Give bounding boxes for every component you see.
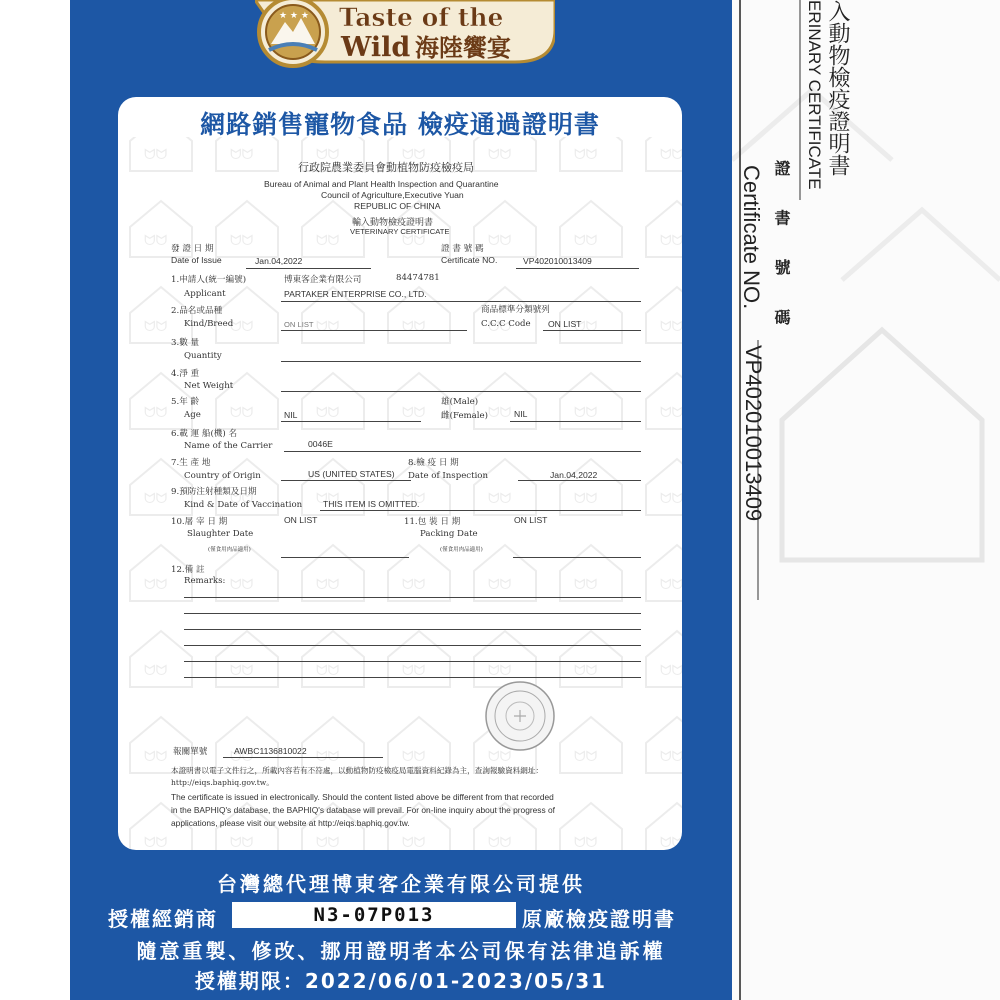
slaughter-label-en: Slaughter Date bbox=[187, 529, 254, 539]
notice-zh: 本證明書以電子文件行之，所載內容若有不符處，以動植物防疫檢疫局電腦資料紀錄為主，查詢報驗資料網址：http://eiqs.baphiq.gov.tw。 bbox=[171, 766, 544, 787]
certificate-title-en: VETERINARY CERTIFICATE bbox=[350, 227, 450, 236]
country-name: REPUBLIC OF CHINA bbox=[354, 201, 441, 211]
cert-no-value: VP402010013409 bbox=[523, 256, 592, 266]
product-label-zh: 2.品名或品種 bbox=[171, 306, 223, 316]
vaccination-label-zh: 9.預防注射種類及日期 bbox=[171, 487, 257, 497]
dealer-code: N3-07P013 bbox=[313, 904, 435, 926]
footer-copyright-warning: 隨意重製、修改、挪用證明者本公司保有法律追訴權 bbox=[136, 939, 666, 963]
product-label-en: Kind/Breed bbox=[184, 319, 234, 329]
issue-date-label-en: Date of Issue bbox=[171, 255, 222, 265]
certificate-card bbox=[118, 97, 682, 850]
inspection-label-zh: 8.檢 疫 日 期 bbox=[408, 458, 459, 468]
weight-label-zh: 4.淨 重 bbox=[171, 369, 200, 379]
certificate-title-zh: 輸入動物檢疫證明書 bbox=[352, 218, 434, 228]
logo-text-line1: Taste of the bbox=[339, 3, 504, 32]
age-label-zh: 5.年 齡 bbox=[171, 397, 200, 407]
applicant-name-zh: 博東客企業有限公司 bbox=[284, 275, 362, 285]
svg-text:★ ★ ★: ★ ★ ★ bbox=[279, 11, 309, 21]
remarks-label-en: Remarks: bbox=[184, 576, 226, 586]
cert-no-label-en: Certificate NO. bbox=[441, 255, 498, 265]
card-title: 網路銷售寵物食品 檢疫通過證明書 bbox=[200, 110, 600, 139]
notice-en-line1: The certificate is issued in electronically. Should the content listed above be different from that recorded bbox=[171, 792, 554, 802]
ccc-label-zh: 商品標準分類號列 bbox=[481, 305, 550, 315]
agency-name-en: Bureau of Animal and Plant Health Inspection and Quarantine bbox=[264, 179, 499, 189]
applicant-label-en: Applicant bbox=[184, 289, 226, 299]
zoom-en-fragment: ERINARY CERTIFICATE bbox=[805, 0, 824, 190]
zoom-watermark bbox=[732, 0, 1000, 1000]
packing-value: ON LIST bbox=[514, 515, 548, 525]
origin-value: US (UNITED STATES) bbox=[308, 469, 395, 479]
footer-distributor-line: 台灣總代理博東客企業有限公司提供 bbox=[217, 872, 585, 896]
quantity-label-zh: 3.數 量 bbox=[171, 338, 200, 348]
council-name: Council of Agriculture,Executive Yuan bbox=[321, 190, 464, 200]
inspection-value: Jan.04,2022 bbox=[550, 470, 598, 480]
packing-note: (僅食用肉品適用) bbox=[440, 547, 483, 553]
product-value: ON LIST bbox=[284, 320, 314, 329]
carrier-label-en: Name of the Carrier bbox=[184, 441, 273, 451]
zoom-cert-label-en: Certificate NO. bbox=[739, 165, 764, 310]
slaughter-note: (僅食用肉品適用) bbox=[208, 547, 251, 553]
origin-label-en: Country of Origin bbox=[184, 471, 261, 481]
waybill-value: AWBC1136810022 bbox=[234, 746, 307, 756]
waybill-label: 報關單號 bbox=[173, 747, 208, 757]
zoom-title-fragment: 入動物檢疫證明書 bbox=[825, 0, 850, 176]
ccc-label-en: C.C.C Code bbox=[481, 319, 531, 329]
issue-date-label-zh: 發 證 日 期 bbox=[171, 244, 214, 254]
zoomed-certificate-detail bbox=[732, 0, 1000, 1000]
applicant-name-en: PARTAKER ENTERPRISE CO., LTD. bbox=[284, 289, 427, 299]
slaughter-label-zh: 10.屠 宰 日 期 bbox=[171, 517, 228, 527]
footer-dealer-label: 授權經銷商 bbox=[108, 907, 218, 931]
age-value: NIL bbox=[284, 410, 298, 420]
logo-text-line2: Wild bbox=[341, 32, 411, 63]
official-seal-icon bbox=[484, 680, 556, 752]
slaughter-value: ON LIST bbox=[284, 515, 318, 525]
notice-en-line3: applications, please visit our website at http://eiqs.baphiq.gov.tw. bbox=[171, 818, 410, 828]
issue-date-value: Jan.04,2022 bbox=[255, 256, 303, 266]
female-label: 雌(Female) bbox=[441, 411, 488, 421]
sex-value: NIL bbox=[514, 409, 528, 419]
footer-certificate-label: 原廠檢疫證明書 bbox=[522, 907, 676, 931]
zoom-cert-label-zh: 證 書 號 碼 bbox=[772, 160, 791, 339]
zoom-cert-no: VP402010013409 bbox=[741, 345, 766, 522]
vaccination-label-en: Kind & Date of Vaccination bbox=[184, 500, 303, 510]
ccc-value: ON LIST bbox=[548, 319, 582, 329]
footer-authorization-period: 授權期限：2022/06/01-2023/05/31 bbox=[194, 969, 608, 993]
quantity-label-en: Quantity bbox=[184, 351, 222, 361]
notice-en-line2: in the BAPHIQ's database, the BAPHIQ's database will prevail. For on-line inquiry about the progress of bbox=[171, 805, 555, 815]
inspection-label-en: Date of Inspection bbox=[408, 471, 489, 481]
cert-no-label-zh: 證 書 號 碼 bbox=[441, 244, 484, 254]
brand-logo bbox=[255, 0, 555, 80]
age-label-en: Age bbox=[184, 410, 201, 420]
remarks-label-zh: 12.備 註 bbox=[171, 565, 205, 575]
logo-graphic bbox=[255, 0, 555, 80]
vaccination-value: THIS ITEM IS OMITTED. bbox=[323, 499, 420, 509]
male-label: 雄(Male) bbox=[441, 397, 479, 407]
agency-name-zh: 行政院農業委員會動植物防疫檢疫局 bbox=[298, 161, 474, 174]
logo-text-chinese: 海陸饗宴 bbox=[415, 34, 511, 62]
applicant-id: 84474781 bbox=[396, 273, 440, 283]
origin-label-zh: 7.生 產 地 bbox=[171, 458, 211, 468]
carrier-value: 0046E bbox=[308, 439, 333, 449]
weight-label-en: Net Weight bbox=[184, 381, 234, 391]
carrier-label-zh: 6.載 運 船(機) 名 bbox=[171, 429, 238, 439]
packing-label-zh: 11.包 裝 日 期 bbox=[404, 517, 461, 527]
applicant-label-zh: 1.申請人(統一編號) bbox=[171, 275, 247, 285]
packing-label-en: Packing Date bbox=[420, 529, 478, 539]
